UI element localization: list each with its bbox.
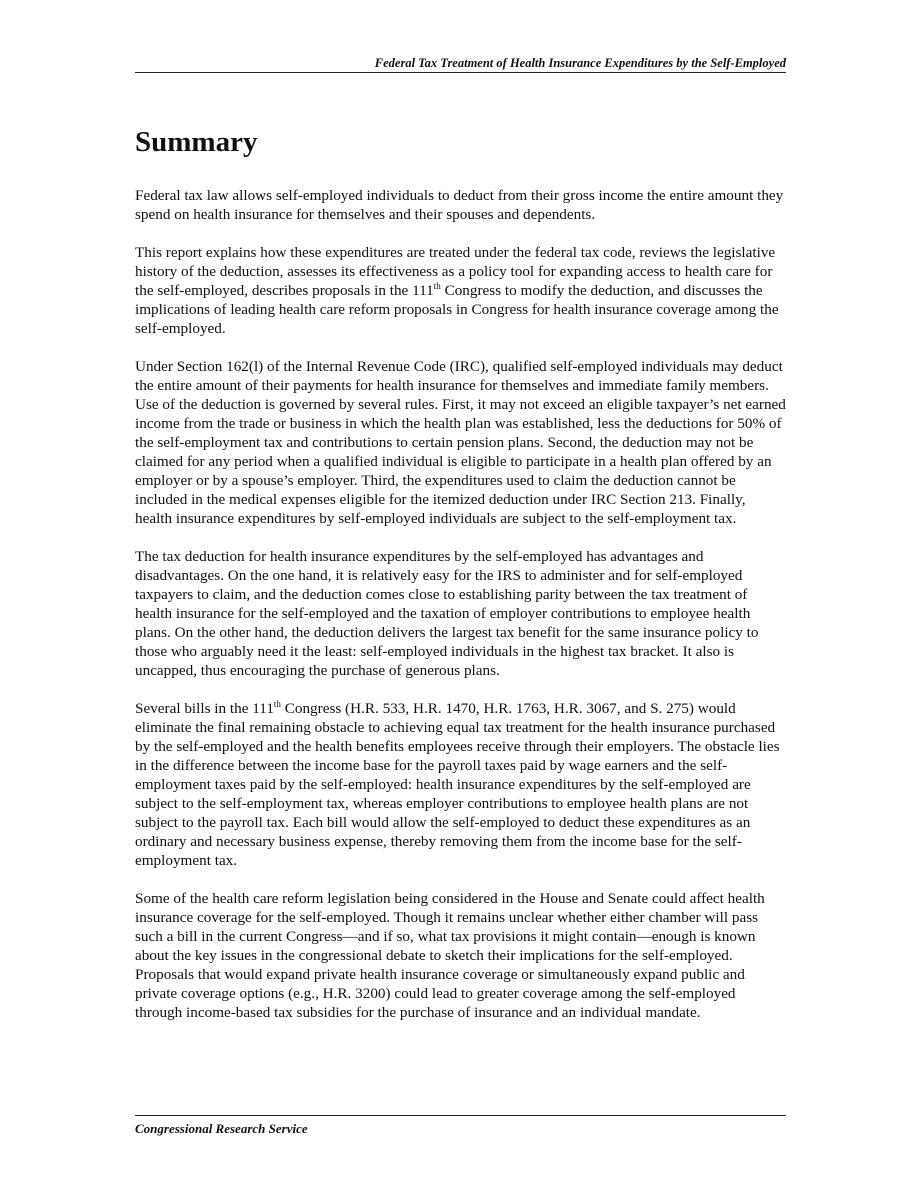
section-title: Summary (135, 126, 258, 158)
paragraph-intro: Federal tax law allows self-employed individuals to deduct from their gross income the entire amount they spend on health insurance for themselves and their spouses and dependents. (135, 187, 784, 223)
ordinal-suffix: th (273, 699, 281, 709)
paragraph-text: Congress (H.R. 533, H.R. 1470, H.R. 1763, H.R. 3067, and S. 275) would eliminate the final remaining obstacle to achieving equal tax treatment for the health insurance purchased by the self-employed and the health benefits employees receive through their employers. The obstacle lies in the difference between the income base for the payroll taxes paid by wage earners and the self-employment taxes paid by the self-employed: health insurance expenditures by the self-employed are subject to the self-employment tax, whereas employer contributions to employee health plans are not subject to the payroll tax. Each bill would allow the self-employed to deduct these expenditures as an ordinary and necessary business expense, thereby removing them from the income base for the self-employment tax. (135, 700, 780, 869)
paragraph-text: Several bills in the 111 (135, 700, 274, 717)
header-divider (135, 72, 786, 73)
paragraph-text: This report explains how these expenditures are treated under the federal tax code, reviews the legislative history of the deduction, assesses its effectiveness as a policy tool for expanding access to health care for the self-employed, describes proposals in the 111 (135, 244, 776, 299)
page-content (135, 124, 786, 1041)
paragraph-section-162l: Under Section 162(l) of the Internal Revenue Code (IRC), qualified self-employed individuals may deduct the entire amount of their payments for health insurance for themselves and immediate family members. Use of the deduction is governed by several rules. First, it may not exceed an eligible taxpayer’s net earned income from the trade or business in which the health plan was established, less the deductions for 50% of the self-employment tax and contributions to certain pension plans. Second, the deduction may not be claimed for any period when a qualified individual is eligible to participate in a health plan offered by an employer or by a spouse’s employer. Third, the expenditures used to claim the deduction cannot be included in the medical expenses eligible for the itemized deduction under IRC Section 213. Finally, health insurance expenditures by self-employed individuals are subject to the self-employment tax. (135, 358, 786, 527)
paragraph-bills (135, 699, 786, 870)
paragraph-reform: Some of the health care reform legislation being considered in the House and Senate could affect health insurance coverage for the self-employed. Though it remains unclear whether either chamber will pass such a bill in the current Congress—and if so, what tax provisions it might contain—enough is known about the key issues in the congressional debate to sketch their implications for the self-employed. Proposals that would expand private health insurance coverage or simultaneously expand public and private coverage options (e.g., H.R. 3200) could lead to greater coverage among the self-employed through income-based tax subsidies for the purchase of insurance and an individual mandate. (135, 890, 765, 1021)
paragraph-report-scope (135, 243, 786, 338)
running-header: Federal Tax Treatment of Health Insurance Expenditures by the Self-Employed (374, 56, 786, 70)
running-footer: Congressional Research Service (135, 1121, 308, 1136)
paragraph-advantages: The tax deduction for health insurance expenditures by the self-employed has advantages and disadvantages. On the one hand, it is relatively easy for the IRS to administer and for self-employed taxpayers to claim, and the deduction comes close to establishing parity between the tax treatment of health insurance for the self-employed and the taxation of employer contributions to employee health plans. On the other hand, the deduction delivers the largest tax benefit for the same insurance policy to those who arguably need it the least: self-employed individuals in the highest tax bracket. It also is uncapped, thus encouraging the purchase of generous plans. (135, 548, 759, 679)
ordinal-suffix: th (433, 281, 441, 291)
footer-divider (135, 1115, 786, 1116)
paragraph-text: Congress to modify the deduction, and discusses the implications of leading health care reform proposals in Congress for health insurance coverage among the self-employed. (135, 282, 779, 337)
